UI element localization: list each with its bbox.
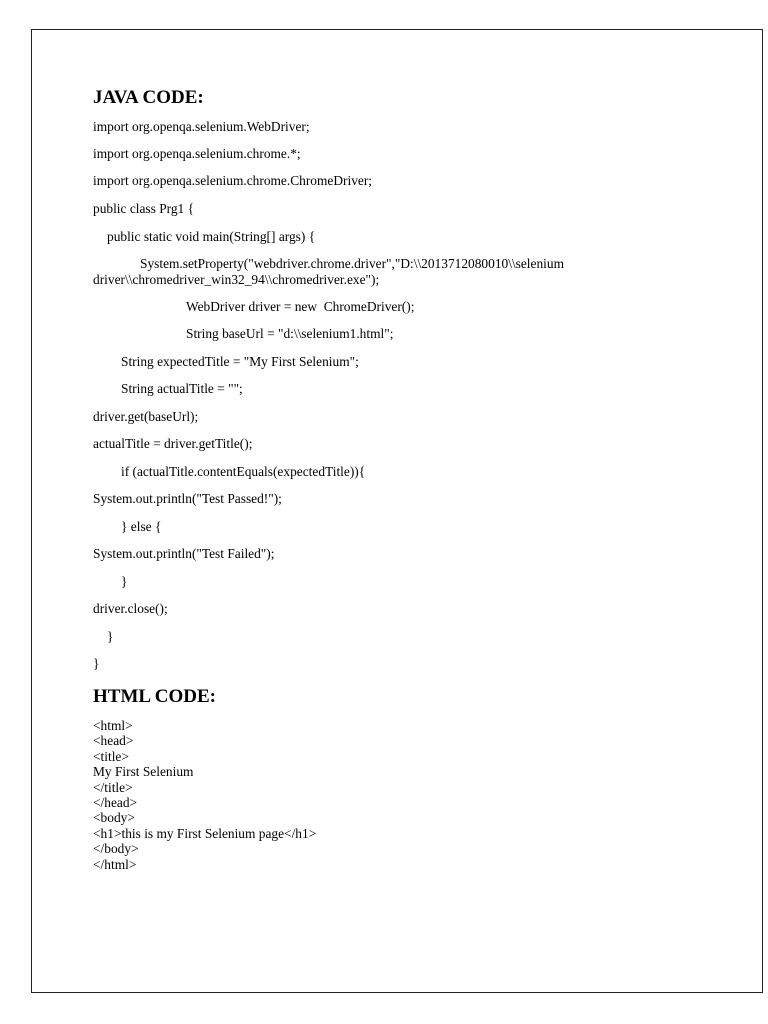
java-line-3: import org.openqa.selenium.chrome.ChromeDriver;: [93, 173, 373, 188]
java-line-2: import org.openqa.selenium.chrome.*;: [93, 146, 301, 161]
java-line-9: String baseUrl = "d:\\selenium1.html";: [186, 326, 394, 341]
html-line-1: <html>: [93, 718, 133, 733]
java-line-18: }: [121, 574, 128, 589]
html-line-6: </head>: [93, 795, 138, 810]
java-line-17: System.out.println("Test Failed");: [93, 546, 275, 561]
java-line-21: }: [93, 656, 100, 671]
java-line-8: WebDriver driver = new ChromeDriver();: [186, 299, 415, 314]
html-line-4: My First Selenium: [93, 764, 194, 779]
html-line-3: <title>: [93, 749, 129, 764]
html-code-heading: HTML CODE:: [93, 686, 216, 707]
java-line-7: driver\\chromedriver_win32_94\\chromedriver.exe");: [93, 272, 380, 287]
html-line-7: <body>: [93, 810, 135, 825]
html-line-8: <h1>this is my First Selenium page</h1>: [93, 826, 317, 841]
java-line-11: String actualTitle = "";: [121, 381, 243, 396]
html-line-9: </body>: [93, 841, 139, 856]
java-line-6: System.setProperty("webdriver.chrome.driver","D:\\2013712080010\\selenium: [140, 256, 564, 271]
java-line-5: public static void main(String[] args) {: [107, 229, 316, 244]
java-line-10: String expectedTitle = "My First Selenium";: [121, 354, 359, 369]
java-line-15: System.out.println("Test Passed!");: [93, 491, 282, 506]
java-line-14: if (actualTitle.contentEquals(expectedTitle)){: [121, 464, 366, 479]
java-line-20: }: [107, 629, 114, 644]
java-line-4: public class Prg1 {: [93, 201, 195, 216]
java-line-1: import org.openqa.selenium.WebDriver;: [93, 119, 310, 134]
java-line-12: driver.get(baseUrl);: [93, 409, 199, 424]
html-line-2: <head>: [93, 733, 134, 748]
html-line-10: </html>: [93, 857, 137, 872]
java-line-19: driver.close();: [93, 601, 168, 616]
java-line-16: } else {: [121, 519, 162, 534]
html-line-5: </title>: [93, 780, 133, 795]
java-code-heading: JAVA CODE:: [93, 87, 204, 108]
java-line-13: actualTitle = driver.getTitle();: [93, 436, 253, 451]
